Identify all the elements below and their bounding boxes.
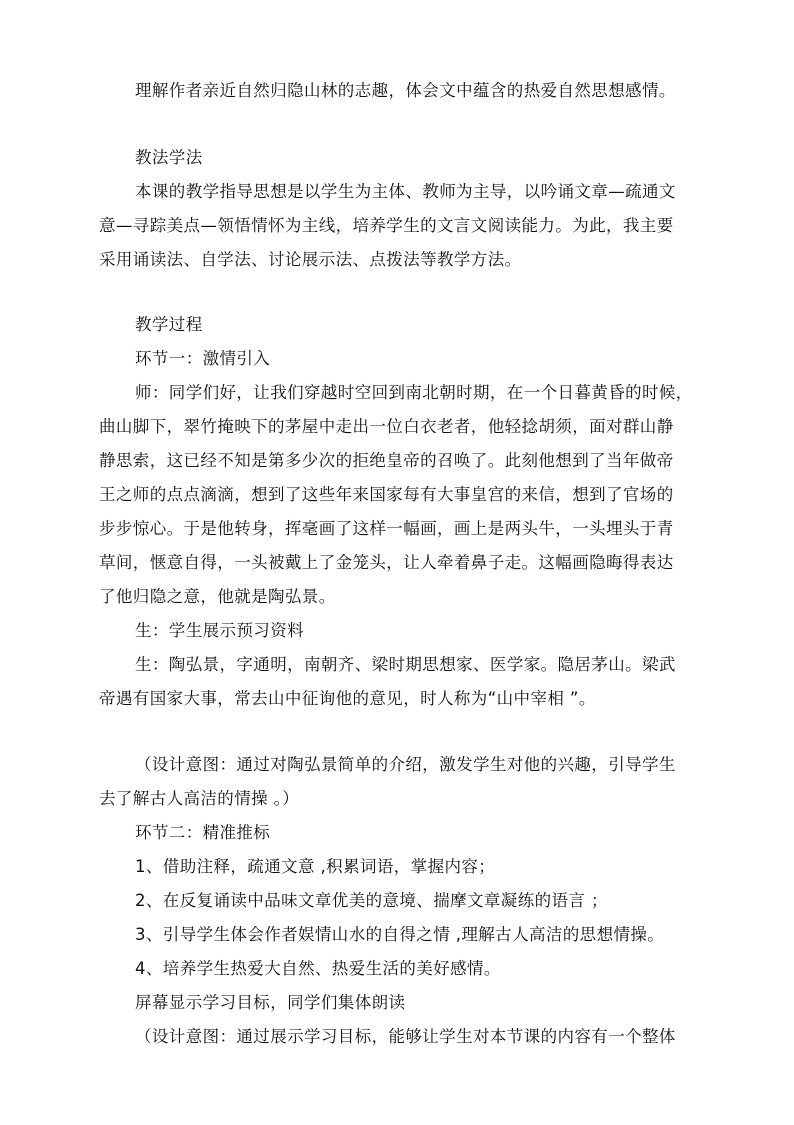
- teacher-paragraph-line: 师：同学们好，让我们穿越时空回到南北朝时期，在一个日暮黄昏的时候，: [135, 383, 693, 402]
- teacher-paragraph-line: 静思索，这已经不知是第多少次的拒绝皇帝的召唤了。此刻他想到了当年做帝: [99, 451, 674, 470]
- intro-line: 理解作者亲近自然归隐山林的志趣，体会文中蕴含的热爱自然思想感情。: [135, 81, 676, 100]
- design-intent-line: （设计意图：通过对陶弘景简单的介绍，激发学生对他的兴趣，引导学生: [135, 755, 676, 774]
- goal-item: 3、引导学生体会作者娱情山水的自得之情 ,理解古人高洁的思想情操。: [135, 925, 665, 944]
- design-intent-line: （设计意图：通过展示学习目标，能够让学生对本节课的内容有一个整体: [135, 1027, 676, 1046]
- student-paragraph-line: 生：陶弘景，字通明，南朝齐、梁时期思想家、医学家。隐居茅山。梁武: [135, 655, 676, 674]
- teacher-paragraph-line: 步步惊心。于是他转身，挥毫画了这样一幅画，画上是两头牛，一头埋头于青: [99, 519, 674, 538]
- goal-item: 4、培养学生热爱大自然、热爱生活的美好感情。: [135, 959, 501, 978]
- student-show-line: 生：学生展示预习资料: [135, 621, 304, 640]
- screen-display-line: 屏幕显示学习目标，同学们集体朗读: [135, 993, 406, 1012]
- method-heading: 教法学法: [135, 148, 203, 167]
- method-paragraph-line: 本课的教学指导思想是以学生为主体、教师为主导，以吟诵文章—疏通文: [135, 182, 676, 201]
- teacher-paragraph-line: 草间，惬意自得，一头被戴上了金笼头，让人牵着鼻子走。这幅画隐晦得表达: [99, 553, 674, 572]
- teacher-paragraph-line: 了他归隐之意，他就是陶弘景。: [99, 587, 336, 606]
- teacher-paragraph-line: 王之师的点点滴滴，想到了这些年来国家每有大事皇宫的来信，想到了官场的: [99, 485, 674, 504]
- method-paragraph-line: 意—寻踪美点—领悟情怀为主线，培养学生的文言文阅读能力。为此，我主要: [99, 216, 674, 235]
- process-heading: 教学过程: [135, 315, 203, 334]
- teacher-paragraph-line: 曲山脚下，翠竹掩映下的茅屋中走出一位白衣老者，他轻捻胡须，面对群山静: [99, 417, 674, 436]
- goal-item: 1、借助注释，疏通文意 ,积累词语，掌握内容；: [135, 857, 496, 876]
- student-paragraph-line: 帝遇有国家大事，常去山中征询他的意见，时人称为“山中宰相 ”。: [99, 689, 596, 708]
- design-intent-line: 去了解古人高洁的情操 。）: [99, 789, 300, 808]
- method-paragraph-line: 采用诵读法、自学法、讨论展示法、点拨法等教学方法。: [99, 250, 522, 269]
- stage2-title: 环节二：精准推标: [135, 823, 271, 842]
- goal-item: 2、在反复诵读中品味文章优美的意境、揣摩文章凝练的语言 ；: [135, 891, 608, 910]
- stage1-title: 环节一：激情引入: [135, 349, 271, 368]
